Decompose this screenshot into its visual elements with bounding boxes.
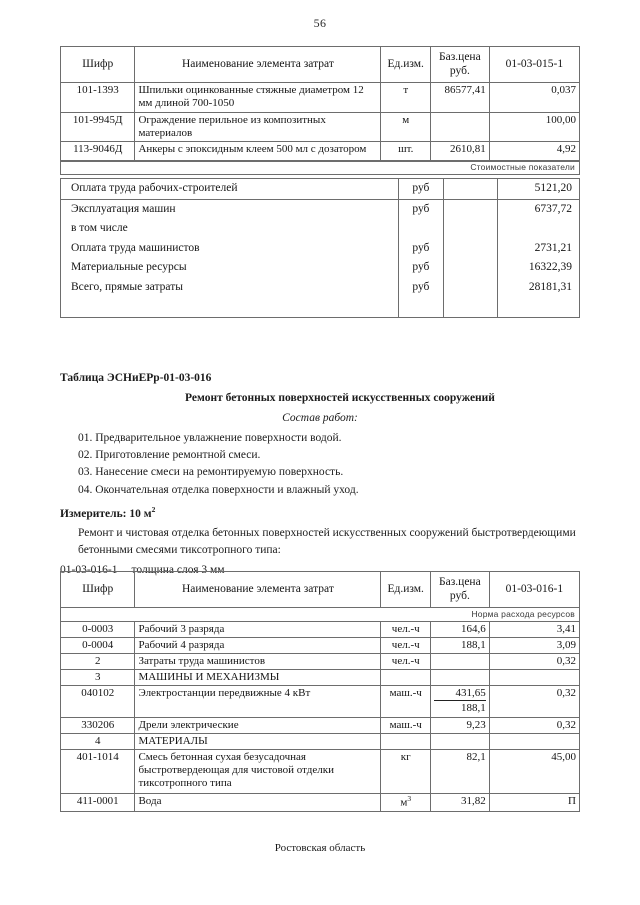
list-item: 04. Окончательная отделка поверхности и влажный уход. <box>78 483 359 496</box>
cell-norm: 3,09 <box>489 638 579 654</box>
cell-norm: 0,32 <box>489 654 579 670</box>
cell-name: Шпильки оцинкованные стяжные диаметром 12 мм длиной 700-1050 <box>135 83 381 113</box>
table-group-row <box>61 670 580 686</box>
summary-spacer <box>444 179 498 200</box>
variant-code: 01-03-016-1 <box>60 564 118 577</box>
summary-value: 28181,31 <box>497 278 579 298</box>
summary-unit: руб <box>398 239 443 259</box>
band-caption: Стоимостные показатели <box>61 161 580 175</box>
table-label: Таблица ЭСНиЕРр-01-03-016 <box>60 372 212 384</box>
cell-price <box>431 670 490 686</box>
cell-name: МАШИНЫ И МЕХАНИЗМЫ <box>135 670 381 686</box>
cell-norm <box>489 670 579 686</box>
band-row <box>61 608 580 622</box>
cell-code: 4 <box>61 733 135 749</box>
cell-code: 101-9945Д <box>61 113 135 142</box>
cell-unit: чел.-ч <box>381 654 431 670</box>
cell-name: МАТЕРИАЛЫ <box>135 733 381 749</box>
cost-table-01-03-015-1 <box>60 46 580 162</box>
summary-row <box>61 179 580 200</box>
summary-unit: руб <box>398 278 443 298</box>
table-group-row <box>61 733 580 749</box>
fraction-denominator: 188,1 <box>460 701 486 714</box>
cell-norm: П <box>489 793 579 811</box>
cell-price: 164,6 <box>431 622 490 638</box>
cell-norm: 3,41 <box>489 622 579 638</box>
table-row <box>61 638 580 654</box>
cell-code: 113-9046Д <box>61 142 135 162</box>
band-row <box>61 161 580 175</box>
cell-unit: маш.-ч <box>381 718 431 734</box>
list-item: 03. Нанесение смеси на ремонтируемую поверхность. <box>78 466 344 479</box>
cell-unit <box>381 793 431 811</box>
summary-spacer <box>444 278 498 298</box>
summary-spacer <box>444 219 498 239</box>
cell-unit: маш.-ч <box>381 686 431 718</box>
header-unit: Ед.изм. <box>381 47 431 83</box>
summary-value <box>497 297 579 317</box>
cell-name: Рабочий 4 разряда <box>135 638 381 654</box>
summary-label: в том числе <box>61 219 399 239</box>
summary-spacer <box>444 239 498 259</box>
table-row <box>61 113 580 142</box>
summary-value: 16322,39 <box>497 258 579 278</box>
measure-label: Измеритель: <box>60 507 127 520</box>
table-row <box>61 622 580 638</box>
table-row <box>61 749 580 793</box>
header-norm: 01-03-015-1 <box>489 47 579 83</box>
cell-unit: чел.-ч <box>381 622 431 638</box>
variant-text: толщина слоя 3 мм <box>131 564 225 577</box>
measure-line <box>60 504 580 523</box>
cell-price: 2610,81 <box>431 142 490 162</box>
summary-unit <box>398 297 443 317</box>
band-caption: Норма расхода ресурсов <box>61 608 580 622</box>
summary-unit: руб <box>398 199 443 219</box>
summary-label: Оплата труда машинистов <box>61 239 399 259</box>
cell-code: 0-0003 <box>61 622 135 638</box>
measure-superscript: 2 <box>151 504 156 514</box>
summary-value: 6737,72 <box>497 199 579 219</box>
summary-row <box>61 278 580 298</box>
cell-norm: 4,92 <box>489 142 579 162</box>
cell-price <box>431 733 490 749</box>
page-footer: Ростовская область <box>274 842 366 854</box>
table-row <box>61 654 580 670</box>
summary-spacer <box>444 258 498 278</box>
summary-row <box>61 239 580 259</box>
summary-unit: руб <box>398 258 443 278</box>
cell-code: 040102 <box>61 686 135 718</box>
header-unit: Ед.изм. <box>381 572 431 608</box>
cell-unit <box>381 670 431 686</box>
summary-row <box>61 199 580 219</box>
cell-unit: кг <box>381 749 431 793</box>
summary-label: Всего, прямые затраты <box>61 278 399 298</box>
cell-name: Рабочий 3 разряда <box>135 622 381 638</box>
resource-table-01-03-016-1 <box>60 571 580 812</box>
table-header-row <box>61 572 580 608</box>
cell-name: Дрели электрические <box>135 718 381 734</box>
summary-value <box>497 219 579 239</box>
header-price: Баз.цена руб. <box>431 572 490 608</box>
header-code: Шифр <box>61 572 135 608</box>
cell-code: 3 <box>61 670 135 686</box>
list-item: 02. Приготовление ремонтной смеси. <box>78 449 261 461</box>
cell-price: 188,1 <box>431 638 490 654</box>
cell-name: Ограждение перильное из композитных материалов <box>135 113 381 142</box>
summary-row <box>61 258 580 278</box>
cell-norm: 100,00 <box>489 113 579 142</box>
summary-spacer <box>444 199 498 219</box>
header-name: Наименование элемента затрат <box>135 572 381 608</box>
cell-norm: 45,00 <box>489 749 579 793</box>
table-header-row <box>61 47 580 83</box>
cell-code: 101-1393 <box>61 83 135 113</box>
list-item: 01. Предварительное увлажнение поверхности водой. <box>78 431 342 444</box>
cell-unit: чел.-ч <box>381 638 431 654</box>
fraction-value <box>434 687 486 715</box>
summary-spacer <box>444 297 498 317</box>
page-number: 56 <box>313 16 327 30</box>
summary-label <box>61 297 399 317</box>
cell-code: 411-0001 <box>61 793 135 811</box>
cell-unit <box>381 733 431 749</box>
cell-price: 86577,41 <box>431 83 490 113</box>
section-text-block <box>60 370 580 580</box>
cell-price: 82,1 <box>431 749 490 793</box>
summary-row <box>61 219 580 239</box>
table-row <box>61 686 580 718</box>
summary-value: 5121,20 <box>497 179 579 200</box>
header-price: Баз.цена руб. <box>431 47 490 83</box>
cell-name: Смесь бетонная сухая безусадочная быстротвердеющая для чистовой отделки тиксотропного типа <box>135 749 381 793</box>
table-row <box>61 83 580 113</box>
fraction-numerator: 431,65 <box>434 687 486 701</box>
measure-value: 10 м <box>129 507 152 520</box>
header-norm: 01-03-016-1 <box>489 572 579 608</box>
cell-price <box>431 113 490 142</box>
table-row <box>61 718 580 734</box>
summary-label: Материальные ресурсы <box>61 258 399 278</box>
cell-code: 401-1014 <box>61 749 135 793</box>
cell-unit: шт. <box>381 142 431 162</box>
cell-unit: т <box>381 83 431 113</box>
cell-name: Электростанции передвижные 4 кВт <box>135 686 381 718</box>
cell-name: Затраты труда машинистов <box>135 654 381 670</box>
unit-superscript: 3 <box>407 793 412 803</box>
section-description: Ремонт и чистовая отделка бетонных поверхностей искусственных сооружений быстротвердеющими бетонными смесями тиксотропного типа: <box>78 526 576 557</box>
summary-label: Эксплуатация машин <box>61 199 399 219</box>
table-row <box>61 793 580 811</box>
cost-indicators-band <box>60 160 580 175</box>
cell-price: 31,82 <box>431 793 490 811</box>
cell-price-fraction <box>431 686 490 718</box>
cell-code: 2 <box>61 654 135 670</box>
summary-unit: руб <box>398 179 443 200</box>
cell-norm: 0,32 <box>489 718 579 734</box>
works-list <box>60 430 580 499</box>
cell-norm: 0,32 <box>489 686 579 718</box>
cost-summary-table <box>60 178 580 318</box>
summary-row-empty <box>61 297 580 317</box>
section-title: Ремонт бетонных поверхностей искусственных сооружений <box>185 392 495 405</box>
header-code: Шифр <box>61 47 135 83</box>
works-composition-label: Состав работ: <box>282 411 358 424</box>
cell-norm: 0,037 <box>489 83 579 113</box>
cell-unit: м <box>381 113 431 142</box>
cell-name: Вода <box>135 793 381 811</box>
cell-price: 9,23 <box>431 718 490 734</box>
cell-norm <box>489 733 579 749</box>
summary-label: Оплата труда рабочих-строителей <box>61 179 399 200</box>
summary-value: 2731,21 <box>497 239 579 259</box>
header-name: Наименование элемента затрат <box>135 47 381 83</box>
table-row <box>61 142 580 162</box>
cell-name: Анкеры с эпоксидным клеем 500 мл с дозатором <box>135 142 381 162</box>
cell-price <box>431 654 490 670</box>
cell-code: 330206 <box>61 718 135 734</box>
summary-unit <box>398 219 443 239</box>
cell-code: 0-0004 <box>61 638 135 654</box>
unit-text: м <box>400 796 408 809</box>
